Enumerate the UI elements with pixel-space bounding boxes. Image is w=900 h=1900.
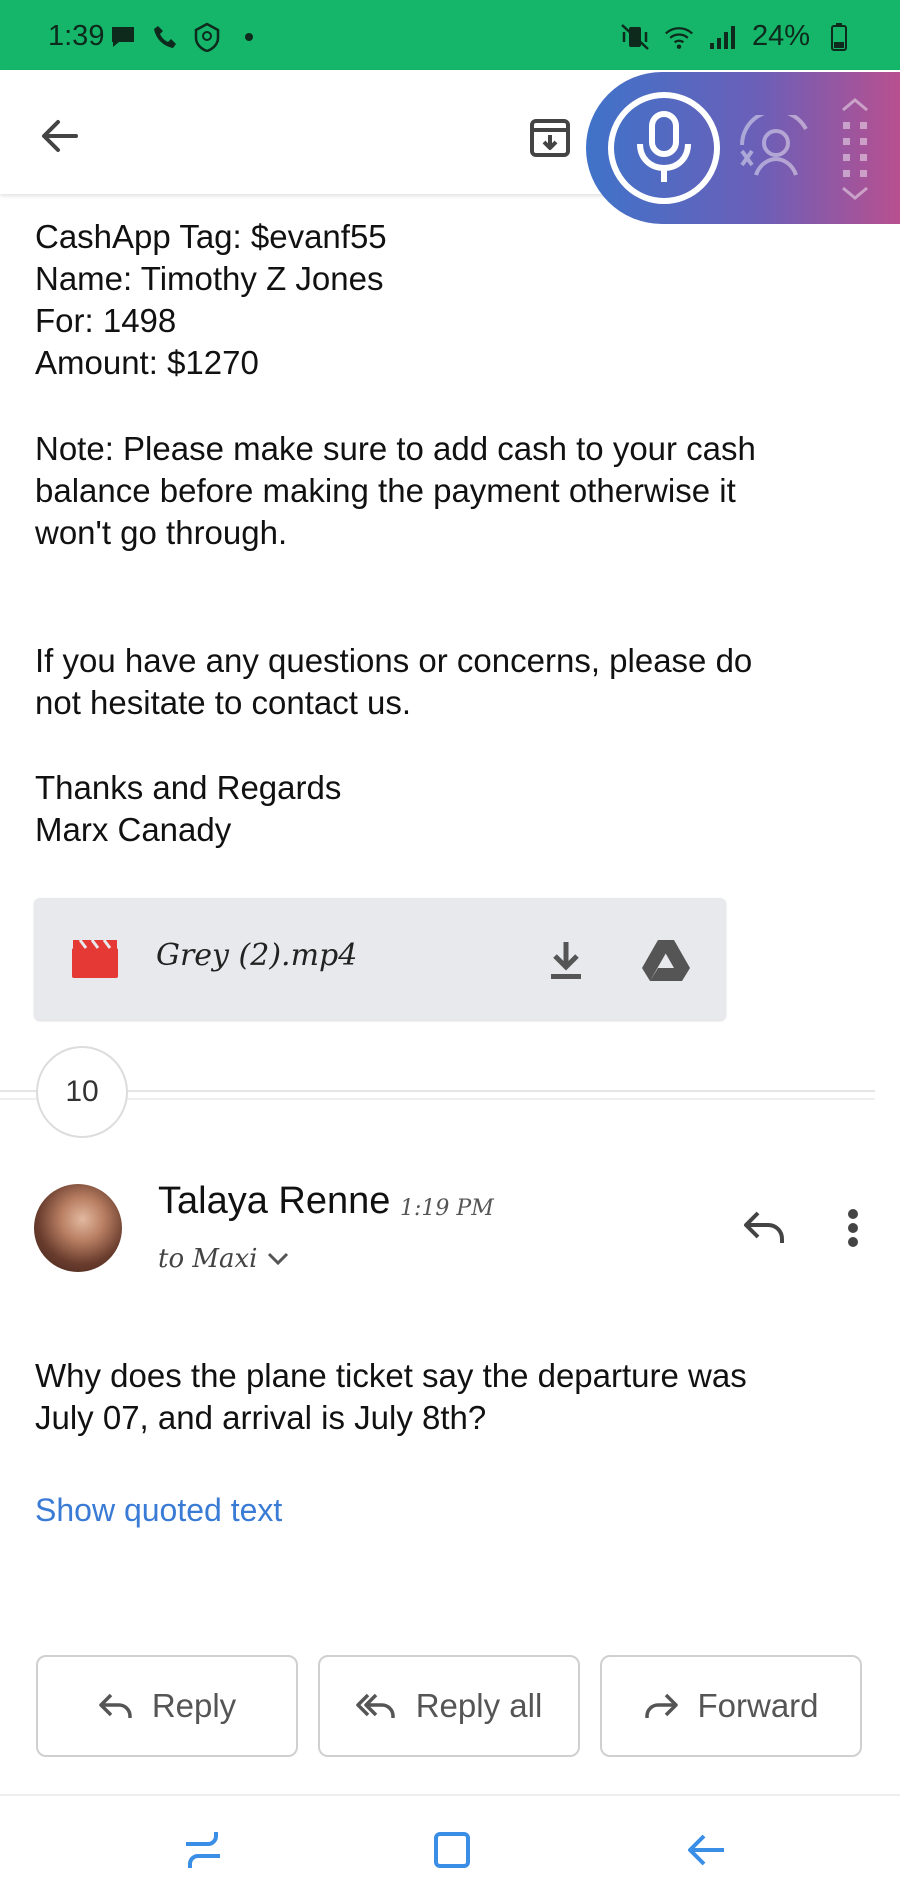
- home-icon: [430, 1828, 474, 1872]
- body-line: won't go through.: [35, 514, 288, 551]
- save-to-drive-button[interactable]: [634, 932, 698, 988]
- questions-paragraph: [35, 640, 865, 724]
- voice-access-overlay: [586, 72, 900, 224]
- signal-icon: [708, 22, 738, 52]
- drag-handle-icon: [838, 96, 872, 202]
- chevron-down-icon: [267, 1252, 289, 1266]
- collapsed-messages-count[interactable]: 10: [36, 1046, 128, 1138]
- message-icon: [108, 22, 138, 52]
- microphone-button[interactable]: [608, 92, 720, 204]
- mute-vibrate-icon: [620, 22, 650, 52]
- reply-icon: [742, 1209, 786, 1245]
- forward-label: Forward: [697, 1687, 819, 1724]
- thread-divider: [0, 1098, 875, 1100]
- archive-button[interactable]: [520, 108, 580, 168]
- reply-icon: [98, 1691, 134, 1721]
- message-body: [35, 1355, 865, 1439]
- thread-divider: [0, 1090, 875, 1092]
- body-line: balance before making the payment otherwise it: [35, 472, 736, 509]
- battery-percent: 24%: [751, 20, 810, 52]
- download-button[interactable]: [538, 932, 594, 988]
- body-line: Name: Timothy Z Jones: [35, 260, 384, 297]
- attachment-name: Grey (2).mp4: [156, 938, 358, 973]
- status-time: 1:39: [48, 20, 105, 52]
- face-control-button[interactable]: [736, 110, 816, 190]
- video-file-icon: [72, 938, 118, 978]
- quick-reply-button[interactable]: [735, 1202, 793, 1252]
- reply-all-icon: [356, 1691, 398, 1721]
- back-button[interactable]: [32, 108, 88, 164]
- wifi-icon: [664, 22, 694, 52]
- sender-name: Talaya Renne: [158, 1180, 391, 1222]
- body-line: Note: Please make sure to add cash to your cash: [35, 430, 756, 467]
- drive-icon: [641, 938, 691, 982]
- body-line: Marx Canady: [35, 811, 232, 848]
- signoff: [35, 767, 865, 851]
- battery-icon: [824, 22, 854, 52]
- message-line: Why does the plane ticket say the departure was: [35, 1357, 747, 1394]
- body-line: CashApp Tag: $evanf55: [35, 218, 387, 255]
- reply-all-label: Reply all: [415, 1687, 543, 1724]
- message-time: 1:19 PM: [400, 1196, 494, 1221]
- drag-handle[interactable]: [834, 94, 876, 204]
- more-options-button[interactable]: [836, 1200, 870, 1256]
- back-arrow-icon: [684, 1830, 728, 1870]
- home-button[interactable]: [424, 1824, 480, 1876]
- body-line: For: 1498: [35, 302, 177, 339]
- download-icon: [549, 940, 583, 980]
- reply-all-button[interactable]: [318, 1655, 580, 1757]
- recent-apps-button[interactable]: [174, 1824, 230, 1876]
- recipient-details[interactable]: [158, 1244, 289, 1274]
- phone-icon: [150, 22, 180, 52]
- back-nav-button[interactable]: [678, 1824, 734, 1876]
- shield-icon: [192, 22, 222, 52]
- payment-details: [35, 216, 865, 384]
- body-line: If you have any questions or concerns, please do: [35, 642, 753, 679]
- attachment-card[interactable]: [34, 898, 726, 1020]
- archive-icon: [528, 117, 572, 159]
- dot-icon: [234, 22, 264, 52]
- forward-icon: [643, 1691, 679, 1721]
- more-vert-icon: [847, 1208, 859, 1248]
- face-off-icon: [738, 115, 814, 185]
- recent-apps-icon: [180, 1828, 224, 1872]
- note-paragraph: [35, 428, 865, 554]
- reply-label: Reply: [151, 1687, 237, 1724]
- forward-button[interactable]: [600, 1655, 862, 1757]
- body-line: Amount: $1270: [35, 344, 259, 381]
- microphone-icon: [634, 110, 694, 186]
- message-line: July 07, and arrival is July 8th?: [35, 1399, 487, 1436]
- avatar[interactable]: [34, 1184, 122, 1272]
- recipient-label: to Maxi: [158, 1244, 258, 1274]
- show-quoted-text-link[interactable]: Show quoted text: [35, 1492, 283, 1528]
- status-bar: [0, 0, 900, 70]
- arrow-left-icon: [40, 118, 80, 154]
- navigation-bar: [0, 1796, 900, 1900]
- body-line: not hesitate to contact us.: [35, 684, 412, 721]
- body-line: Thanks and Regards: [35, 769, 342, 806]
- reply-button[interactable]: [36, 1655, 298, 1757]
